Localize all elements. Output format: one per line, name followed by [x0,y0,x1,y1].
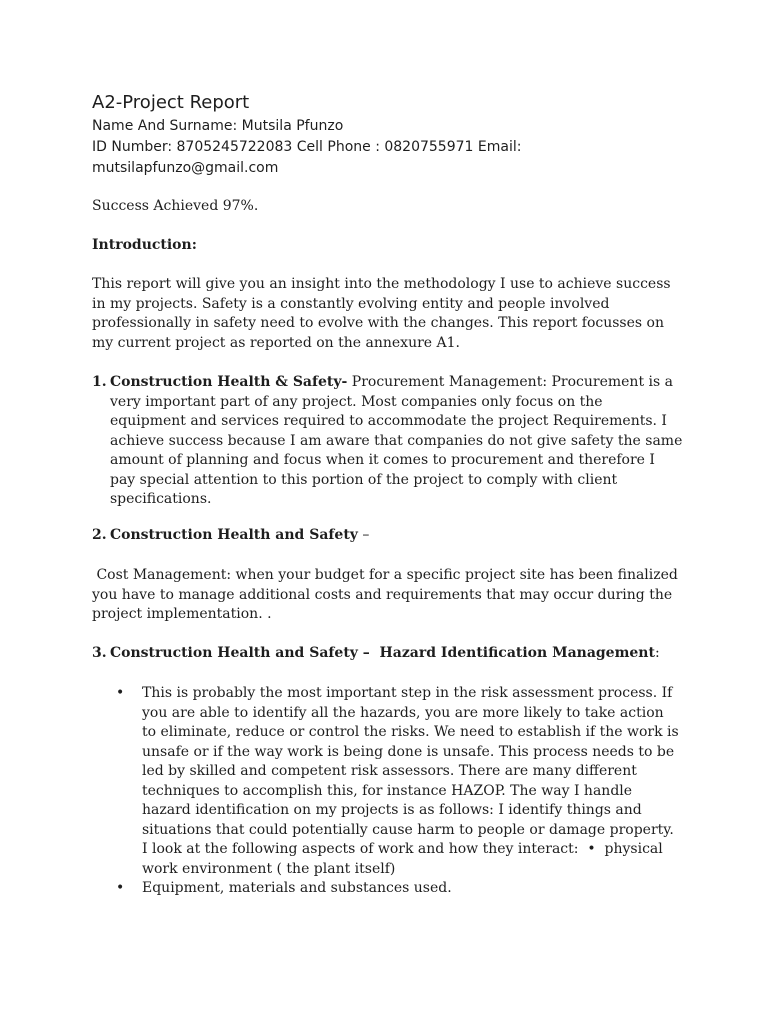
list-number: 1. [92,374,107,390]
bullet-line: led by skilled and competent risk assessors. There are many different [142,763,637,779]
item-line: amount of planning and focus when it comes to procurement and therefore I [110,452,655,468]
introduction-paragraph [92,275,672,353]
list-number: 2. [92,527,107,543]
item-line: specifications. [110,491,212,507]
item-line: achieve success because I am aware that companies do not give safety the same [110,432,683,449]
intro-line: This report will give you an insight into the methodology I use to achieve success [92,276,671,292]
bullet-line: techniques to accomplish this, for instance HAZOP. The way I handle [142,782,633,799]
bullet-line: hazard identification on my projects is as follows: I identify things and [142,802,642,818]
name-line: Name And Surname: Mutsila Pfunzo [92,118,344,134]
introduction-heading: Introduction: [92,237,197,253]
email-line: mutsilapfunzo@gmail.com [92,160,279,176]
bullet-line: situations that could potentially cause harm to people or damage property. [142,821,674,838]
cost-line: project implementation. . [92,606,272,622]
bullet-line: work environment ( the plant itself) [142,860,396,877]
cost-line: you have to manage additional costs and requirements that may occur during the [92,586,673,603]
id-line: ID Number: 8705245722083 Cell Phone : 0820755971 Email: [92,139,522,155]
bullet-icon: • [116,880,125,896]
item-heading: Construction Health and Safety [110,527,358,543]
item-text: Procurement Management: Procurement is a [347,374,673,390]
item-heading: Construction Health & Safety- [110,374,348,390]
bullet-line: I look at the following aspects of work and how they interact: • physical [142,841,663,857]
bullet-line: Equipment, materials and substances used. [142,880,452,896]
list-item-3 [92,644,682,664]
item-heading: Construction Health and Safety – Hazard Identification Management [110,645,655,661]
cost-line: Cost Management: when your budget for a specific project site has been finalized [92,567,678,583]
success-line: Success Achieved 97%. [92,198,259,214]
item-line: equipment and services required to accommodate the project Requirements. I [110,413,667,429]
bullet-line: to eliminate, reduce or control the risks. We need to establish if the work is [142,724,679,740]
list-number: 3. [92,645,107,661]
item-line: very important part of any project. Most companies only focus on the [110,393,603,410]
item-dash: – [357,527,370,543]
item-line: pay special attention to this portion of the project to comply with client [110,471,618,488]
list-item-1 [92,373,682,510]
intro-line: professionally in safety need to evolve with the changes. This report focusses on [92,315,664,331]
bullet-line: unsafe or if the way work is being done is unsafe. This process needs to be [142,743,675,760]
item-colon: : [654,645,660,661]
cost-management-paragraph [92,566,692,625]
list-item-2 [92,526,682,546]
intro-line: in my projects. Safety is a constantly evolving entity and people involved [92,295,610,312]
bullet-icon: • [116,685,125,701]
bullet-line: This is probably the most important step in the risk assessment process. If [142,685,673,701]
intro-line: my current project as reported on the annexure A1. [92,334,460,351]
bullet-line: you are able to identify all the hazards, you are more likely to take action [142,704,664,721]
page-title: A2-Project Report [92,92,250,113]
